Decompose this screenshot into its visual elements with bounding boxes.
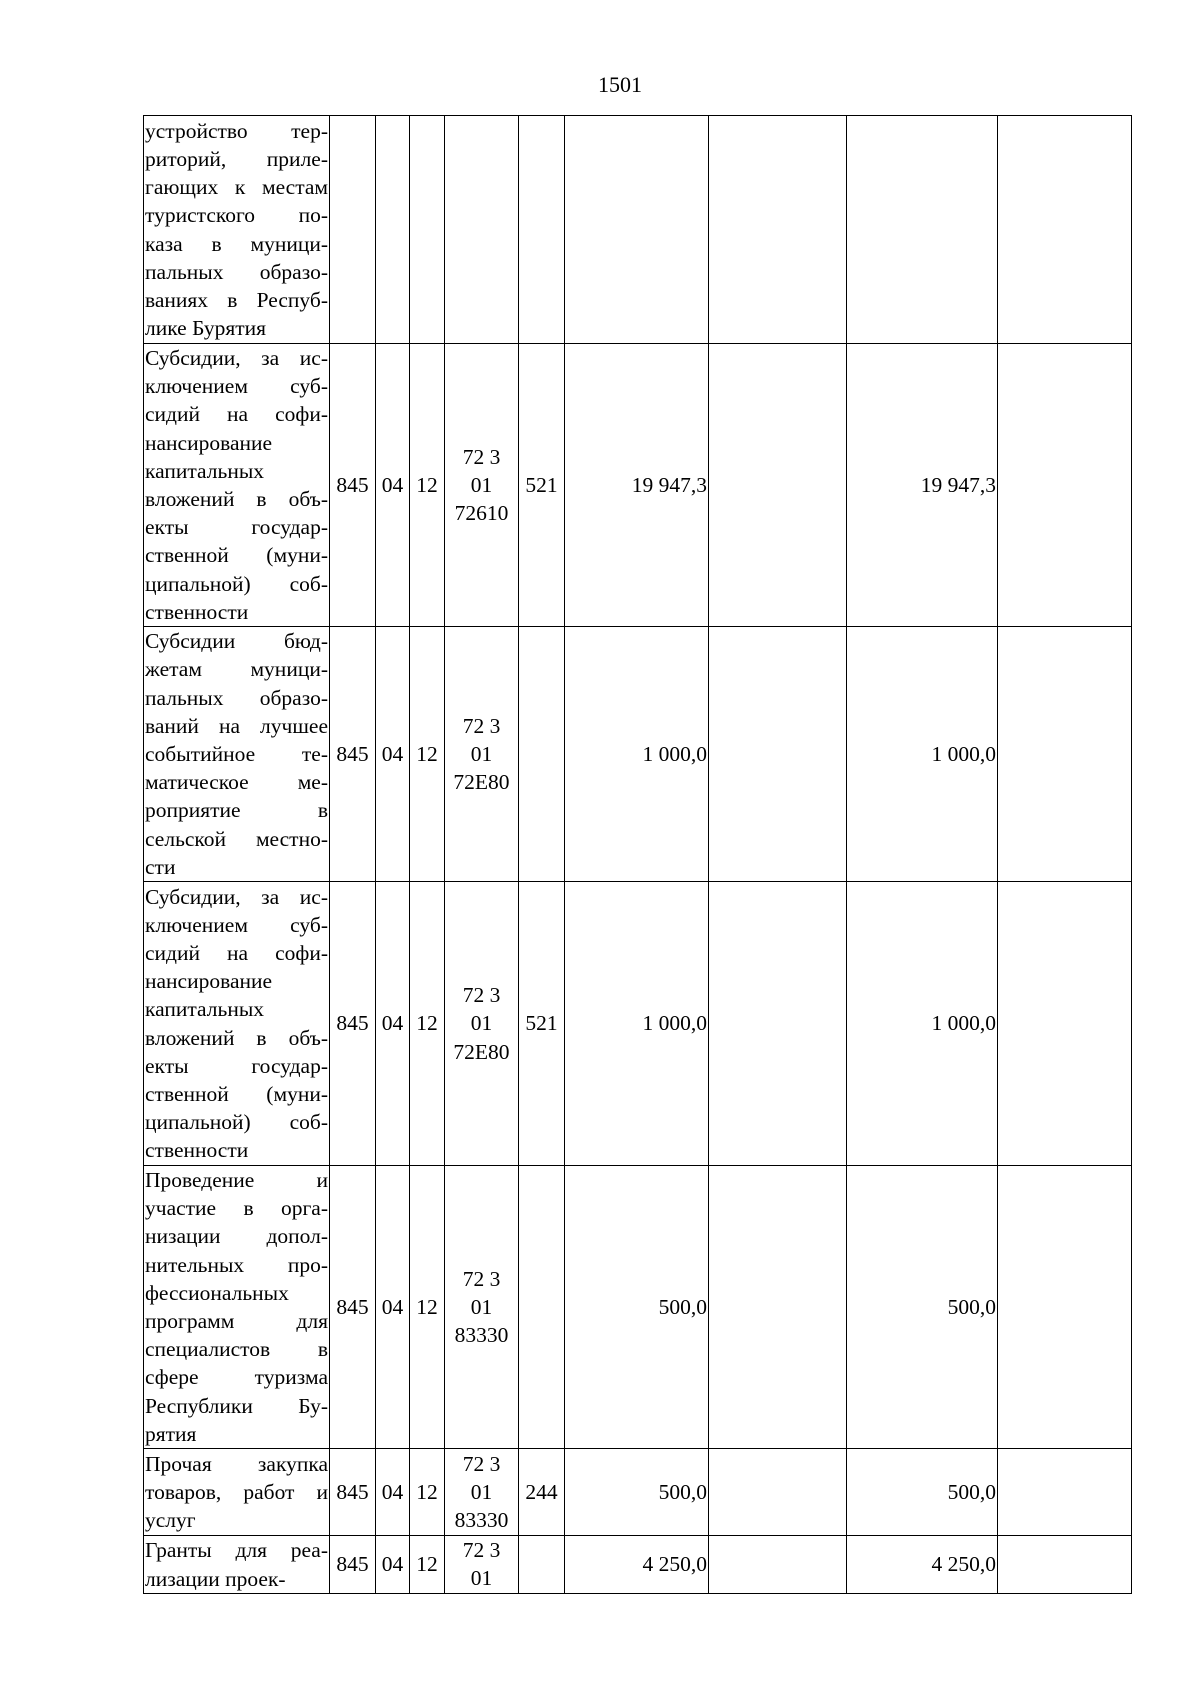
description-line: ципальной) соб- bbox=[145, 1110, 328, 1135]
description-line: ственности bbox=[145, 1138, 249, 1163]
amount-other-cell bbox=[998, 882, 1132, 1166]
target-article-cell bbox=[445, 116, 519, 344]
expense-type-cell bbox=[519, 1536, 565, 1594]
amount-total-cell: 1 000,0 bbox=[565, 882, 709, 1166]
target-article-line: 83330 bbox=[454, 1323, 509, 1348]
description-line: сфере туризма bbox=[145, 1365, 328, 1390]
description-line: матическое ме- bbox=[145, 770, 328, 795]
description-line: программ для bbox=[145, 1309, 328, 1334]
description-line: жетам муници- bbox=[145, 657, 328, 682]
target-article-line: 01 bbox=[470, 1011, 493, 1036]
amount-republic-cell: 500,0 bbox=[847, 1166, 998, 1449]
description-line: вложений в объ- bbox=[145, 1025, 328, 1050]
description-line: Субсидии, за ис- bbox=[145, 346, 328, 370]
amount-other-cell bbox=[998, 116, 1132, 344]
target-article-line: 72610 bbox=[454, 501, 509, 526]
subsection-code-cell bbox=[410, 116, 445, 344]
description-line: капитальных bbox=[145, 458, 265, 483]
table-row bbox=[144, 344, 1132, 627]
description-line: ваний на лучшее bbox=[145, 713, 328, 738]
description-line: сти bbox=[145, 854, 176, 879]
description-line: екты государ- bbox=[145, 1053, 328, 1078]
description-line: ключением суб- bbox=[145, 912, 328, 937]
amount-total-cell bbox=[565, 116, 709, 344]
amount-other-cell bbox=[998, 627, 1132, 882]
description-line: Республики Бу- bbox=[145, 1393, 328, 1418]
amount-federal-cell bbox=[709, 882, 847, 1166]
section-code-cell: 04 bbox=[376, 344, 410, 627]
table-row bbox=[144, 1166, 1132, 1449]
table-body bbox=[144, 116, 1132, 1594]
amount-federal-cell bbox=[709, 1536, 847, 1594]
target-article-line: 72 3 bbox=[462, 1266, 501, 1291]
description-line: фессиональных bbox=[145, 1280, 289, 1305]
target-article-line: 72E80 bbox=[453, 1039, 510, 1064]
description-line: ваниях в Респуб- bbox=[145, 287, 328, 312]
description-line: туристского по- bbox=[145, 203, 328, 228]
description-line: устройство тер- bbox=[145, 118, 328, 143]
description-line: ственной (муни- bbox=[145, 1081, 328, 1106]
description-line: нительных про- bbox=[145, 1252, 328, 1277]
subsection-code-cell: 12 bbox=[410, 882, 445, 1166]
amount-total-cell: 500,0 bbox=[565, 1166, 709, 1449]
amount-total-cell: 500,0 bbox=[565, 1449, 709, 1536]
expense-type-cell bbox=[519, 1166, 565, 1449]
description-line: Субсидии бюд- bbox=[145, 629, 328, 654]
description-line: услуг bbox=[145, 1508, 196, 1533]
grbs-code-cell bbox=[330, 116, 376, 344]
description-line: низации допол- bbox=[145, 1224, 328, 1249]
target-article-line: 83330 bbox=[454, 1508, 509, 1533]
description-line: нансирование bbox=[145, 430, 273, 455]
table-row bbox=[144, 1536, 1132, 1594]
grbs-code-cell: 845 bbox=[330, 882, 376, 1166]
target-article-line: 01 bbox=[470, 1294, 493, 1319]
description-line: екты государ- bbox=[145, 515, 328, 540]
description-line: пальных образо- bbox=[145, 685, 328, 710]
target-article-line: 72 3 bbox=[462, 1451, 501, 1476]
amount-federal-cell bbox=[709, 1166, 847, 1449]
description-line: гающих к местам bbox=[145, 175, 328, 200]
description-line: ственности bbox=[145, 599, 249, 624]
item-description-cell bbox=[144, 882, 330, 1166]
subsection-code-cell: 12 bbox=[410, 1449, 445, 1536]
grbs-code-cell: 845 bbox=[330, 1166, 376, 1449]
target-article-cell bbox=[445, 344, 519, 627]
target-article-line: 72 3 bbox=[462, 983, 501, 1008]
amount-other-cell bbox=[998, 1449, 1132, 1536]
amount-total-cell: 4 250,0 bbox=[565, 1536, 709, 1594]
description-line: ключением суб- bbox=[145, 374, 328, 399]
item-description-cell bbox=[144, 1449, 330, 1536]
amount-federal-cell bbox=[709, 627, 847, 882]
table-row bbox=[144, 1449, 1132, 1536]
description-line: Прочая закупка bbox=[145, 1451, 328, 1476]
target-article-line: 72 3 bbox=[462, 1538, 501, 1563]
table-row bbox=[144, 882, 1132, 1166]
description-line: вложений в объ- bbox=[145, 487, 328, 512]
subsection-code-cell: 12 bbox=[410, 1166, 445, 1449]
description-line: событийное те- bbox=[145, 741, 328, 766]
target-article-line: 72 3 bbox=[462, 713, 501, 738]
amount-federal-cell bbox=[709, 116, 847, 344]
table-row bbox=[144, 116, 1132, 344]
description-line: ципальной) соб- bbox=[145, 571, 328, 596]
target-article-line: 72E80 bbox=[453, 770, 510, 795]
page-number: 1501 bbox=[598, 72, 642, 97]
item-description-cell bbox=[144, 116, 330, 344]
description-line: лике Бурятия bbox=[145, 316, 267, 341]
target-article-cell bbox=[445, 627, 519, 882]
amount-federal-cell bbox=[709, 344, 847, 627]
amount-republic-cell: 500,0 bbox=[847, 1449, 998, 1536]
description-line: ственной (муни- bbox=[145, 543, 328, 568]
target-article-line: 72 3 bbox=[462, 444, 501, 469]
amount-republic-cell: 4 250,0 bbox=[847, 1536, 998, 1594]
expense-type-cell: 244 bbox=[519, 1449, 565, 1536]
amount-other-cell bbox=[998, 1536, 1132, 1594]
grbs-code-cell: 845 bbox=[330, 1449, 376, 1536]
description-line: Проведение и bbox=[145, 1168, 328, 1193]
description-line: Гранты для реа- bbox=[145, 1538, 328, 1563]
grbs-code-cell: 845 bbox=[330, 627, 376, 882]
section-code-cell: 04 bbox=[376, 1449, 410, 1536]
section-code-cell: 04 bbox=[376, 882, 410, 1166]
section-code-cell: 04 bbox=[376, 1166, 410, 1449]
target-article-line: 01 bbox=[470, 1566, 493, 1591]
description-line: роприятие в bbox=[145, 798, 328, 823]
item-description-cell bbox=[144, 1536, 330, 1594]
description-line: лизации проек- bbox=[145, 1566, 286, 1591]
amount-republic-cell: 1 000,0 bbox=[847, 627, 998, 882]
description-line: нансирование bbox=[145, 969, 273, 994]
target-article-cell bbox=[445, 1166, 519, 1449]
target-article-line: 01 bbox=[470, 472, 493, 497]
item-description-cell bbox=[144, 344, 330, 627]
section-code-cell bbox=[376, 116, 410, 344]
description-line: участие в орга- bbox=[145, 1196, 328, 1221]
amount-federal-cell bbox=[709, 1449, 847, 1536]
description-line: товаров, работ и bbox=[145, 1479, 328, 1504]
description-line: сидий на софи- bbox=[145, 402, 328, 427]
amount-total-cell: 1 000,0 bbox=[565, 627, 709, 882]
table-row bbox=[144, 627, 1132, 882]
amount-republic-cell: 19 947,3 bbox=[847, 344, 998, 627]
expense-type-cell bbox=[519, 627, 565, 882]
description-line: сельской местно- bbox=[145, 826, 328, 851]
description-line: риторий, приле- bbox=[145, 146, 328, 171]
target-article-cell bbox=[445, 882, 519, 1166]
section-code-cell: 04 bbox=[376, 627, 410, 882]
budget-table bbox=[143, 115, 1132, 1594]
expense-type-cell: 521 bbox=[519, 344, 565, 627]
amount-republic-cell bbox=[847, 116, 998, 344]
description-line: каза в муници- bbox=[145, 231, 328, 256]
subsection-code-cell: 12 bbox=[410, 344, 445, 627]
description-line: рятия bbox=[145, 1421, 197, 1446]
subsection-code-cell: 12 bbox=[410, 627, 445, 882]
target-article-line: 01 bbox=[470, 1479, 493, 1504]
amount-other-cell bbox=[998, 344, 1132, 627]
item-description-cell bbox=[144, 627, 330, 882]
section-code-cell: 04 bbox=[376, 1536, 410, 1594]
target-article-line: 01 bbox=[470, 741, 493, 766]
description-line: пальных образо- bbox=[145, 259, 328, 284]
target-article-cell bbox=[445, 1536, 519, 1594]
grbs-code-cell: 845 bbox=[330, 1536, 376, 1594]
expense-type-cell bbox=[519, 116, 565, 344]
amount-other-cell bbox=[998, 1166, 1132, 1449]
description-line: капитальных bbox=[145, 997, 265, 1022]
amount-total-cell: 19 947,3 bbox=[565, 344, 709, 627]
description-line: Субсидии, за ис- bbox=[145, 884, 328, 909]
amount-republic-cell: 1 000,0 bbox=[847, 882, 998, 1166]
grbs-code-cell: 845 bbox=[330, 344, 376, 627]
description-line: сидий на софи- bbox=[145, 940, 328, 965]
item-description-cell bbox=[144, 1166, 330, 1449]
subsection-code-cell: 12 bbox=[410, 1536, 445, 1594]
target-article-cell bbox=[445, 1449, 519, 1536]
description-line: специалистов в bbox=[145, 1337, 328, 1362]
expense-type-cell: 521 bbox=[519, 882, 565, 1166]
